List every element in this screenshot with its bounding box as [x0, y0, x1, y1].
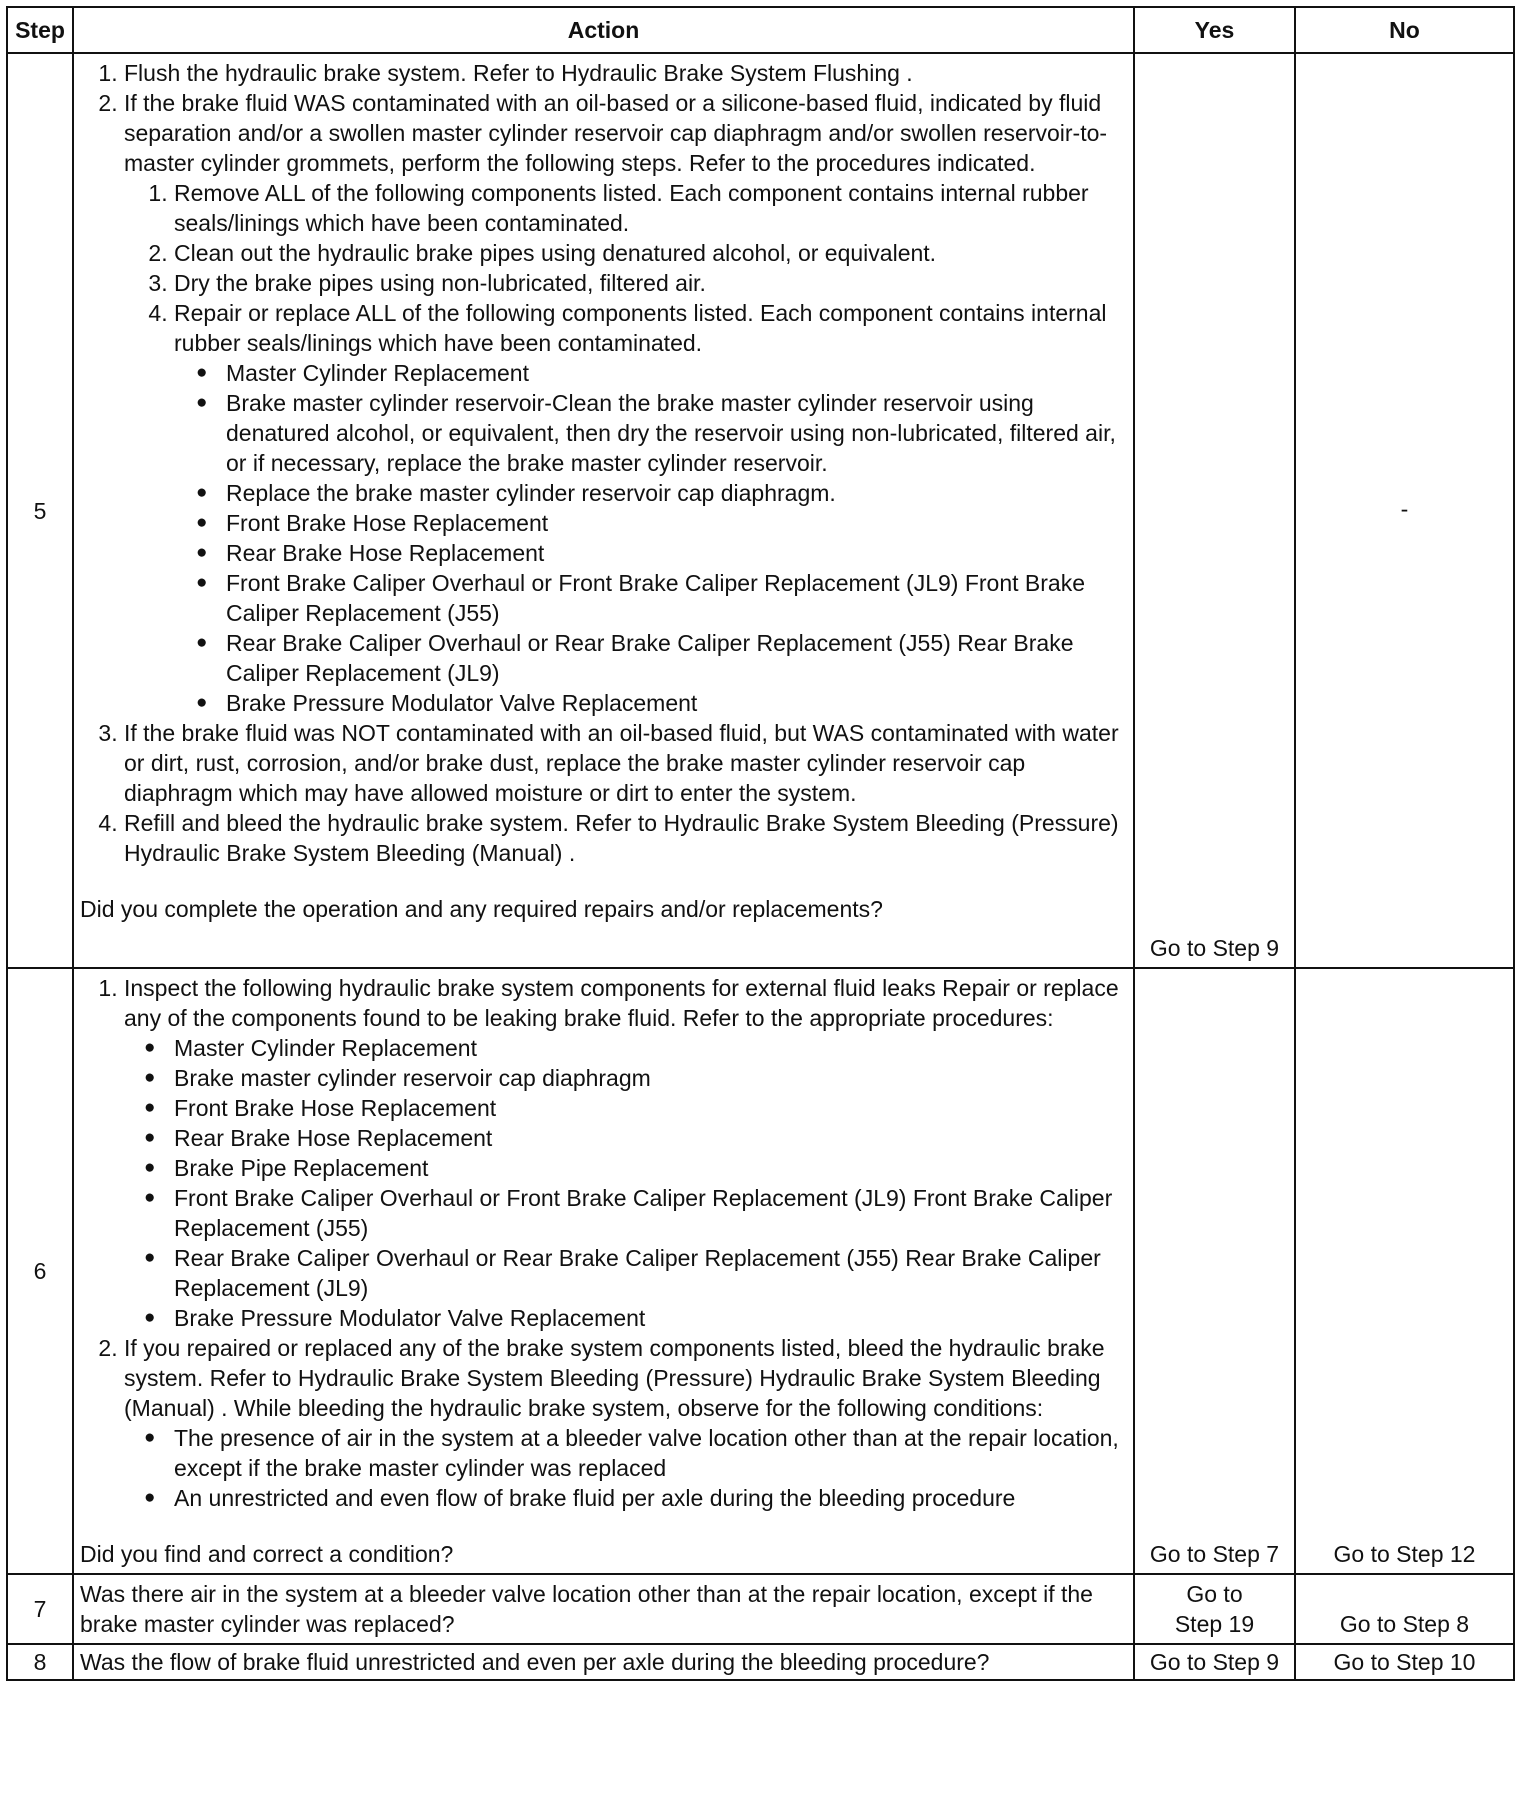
- table-row-step-5: [7, 53, 1514, 968]
- sub-list-item: [174, 298, 1129, 718]
- bullet-item: ● Brake Pressure Modulator Valve Replacement: [174, 1303, 1129, 1333]
- header-yes: Yes: [1134, 7, 1295, 53]
- bullet-item: ● Replace the brake master cylinder reservoir cap diaphragm.: [226, 478, 1129, 508]
- action-cell: [73, 968, 1134, 1574]
- header-action: Action: [73, 7, 1134, 53]
- action-cell: [73, 53, 1134, 968]
- sub-list-item: 3. Dry the brake pipes using non-lubricated, filtered air.: [174, 268, 1129, 298]
- list-item: 4. Refill and bleed the hydraulic brake system. Refer to Hydraulic Brake System Bleeding (Pressure) Hydraulic Brake System Bleeding (Manual) .: [124, 808, 1129, 868]
- diagnostic-table: [6, 6, 1515, 1681]
- list-item: [124, 88, 1129, 718]
- yes-cell: Go to Step 19: [1134, 1574, 1295, 1644]
- bullet-item: ● Master Cylinder Replacement: [174, 1033, 1129, 1063]
- question-text: Was there air in the system at a bleeder valve location other than at the repair location, except if the brake master cylinder was replaced?: [73, 1574, 1134, 1644]
- sub-list-item: 1. Remove ALL of the following components listed. Each component contains internal rubber seals/linings which have been contaminated.: [174, 178, 1129, 238]
- list-item: [124, 1333, 1129, 1513]
- bullet-item: ● An unrestricted and even flow of brake fluid per axle during the bleeding procedure: [174, 1483, 1129, 1513]
- bullet-item: ● Front Brake Hose Replacement: [226, 508, 1129, 538]
- action-list: [80, 58, 1129, 868]
- step-number: 6: [7, 968, 73, 1574]
- bullet-item: ● Rear Brake Caliper Overhaul or Rear Brake Caliper Replacement (J55) Rear Brake Caliper Replacement (JL9): [226, 628, 1129, 688]
- no-cell: Go to Step 10: [1295, 1644, 1514, 1680]
- step-number: 7: [7, 1574, 73, 1644]
- table-row-step-7: [7, 1574, 1514, 1644]
- step-number: 8: [7, 1644, 73, 1680]
- bullet-item: ● Brake Pressure Modulator Valve Replacement: [226, 688, 1129, 718]
- bullet-item: ● Front Brake Caliper Overhaul or Front Brake Caliper Replacement (JL9) Front Brake Caliper Replacement (J55): [174, 1183, 1129, 1243]
- yes-cell: Go to Step 7: [1134, 968, 1295, 1574]
- no-cell: Go to Step 12: [1295, 968, 1514, 1574]
- sub-list-item: 2. Clean out the hydraulic brake pipes using denatured alcohol, or equivalent.: [174, 238, 1129, 268]
- question-text: Did you find and correct a condition?: [80, 1541, 454, 1567]
- step-number: 5: [7, 53, 73, 968]
- table-row-step-6: [7, 968, 1514, 1574]
- bullet-list: [174, 358, 1129, 718]
- bullet-list: [124, 1423, 1129, 1513]
- bullet-item: ● Brake Pipe Replacement: [174, 1153, 1129, 1183]
- bullet-item: ● Master Cylinder Replacement: [226, 358, 1129, 388]
- list-item: [124, 973, 1129, 1333]
- action-list: [80, 973, 1129, 1513]
- question-text: Was the flow of brake fluid unrestricted and even per axle during the bleeding procedure?: [73, 1644, 1134, 1680]
- list-item-text: 2. If the brake fluid WAS contaminated with an oil-based or a silicone-based fluid, indicated by fluid separation and/or a swollen master cylinder reservoir cap diaphragm and/or swollen reservoir-to-master cylinder grommets, perform the following steps. Refer to the procedures indicated.: [124, 90, 1108, 176]
- yes-cell: Go to Step 9: [1134, 53, 1295, 968]
- bullet-item: ● The presence of air in the system at a bleeder valve location other than at the repair location, except if the brake master cylinder was replaced: [174, 1423, 1129, 1483]
- bullet-item: ● Front Brake Hose Replacement: [174, 1093, 1129, 1123]
- sub-list: [124, 178, 1129, 718]
- header-row: [7, 7, 1514, 53]
- no-cell: Go to Step 8: [1295, 1574, 1514, 1644]
- bullet-item: ● Rear Brake Hose Replacement: [174, 1123, 1129, 1153]
- bullet-item: ● Brake master cylinder reservoir-Clean the brake master cylinder reservoir using denatured alcohol, or equivalent, then dry the reservoir using non-lubricated, filtered air, or if necessary, replace the brake master cylinder reservoir.: [226, 388, 1129, 478]
- bullet-list: [124, 1033, 1129, 1333]
- no-cell: -: [1295, 53, 1514, 968]
- bullet-item: ● Rear Brake Caliper Overhaul or Rear Brake Caliper Replacement (J55) Rear Brake Caliper Replacement (JL9): [174, 1243, 1129, 1303]
- list-item-text: 2. If you repaired or replaced any of the brake system components listed, bleed the hydraulic brake system. Refer to Hydraulic Brake System Bleeding (Pressure) Hydraulic Brake System Bleeding (Manual) . While bleeding the hydraulic brake system, observe for the following conditions:: [124, 1335, 1105, 1421]
- header-no: No: [1295, 7, 1514, 53]
- question-text: Did you complete the operation and any required repairs and/or replacements?: [80, 896, 883, 922]
- header-step: Step: [7, 7, 73, 53]
- list-item-text: 1. Inspect the following hydraulic brake system components for external fluid leaks Repair or replace any of the components found to be leaking brake fluid. Refer to the appropriate procedures:: [124, 975, 1119, 1031]
- bullet-item: ● Rear Brake Hose Replacement: [226, 538, 1129, 568]
- sub-list-item-text: 4. Repair or replace ALL of the following components listed. Each component contains internal rubber seals/linings which have been contaminated.: [174, 300, 1107, 356]
- yes-cell: Go to Step 9: [1134, 1644, 1295, 1680]
- bullet-item: ● Front Brake Caliper Overhaul or Front Brake Caliper Replacement (JL9) Front Brake Caliper Replacement (J55): [226, 568, 1129, 628]
- table-row-step-8: [7, 1644, 1514, 1680]
- bullet-item: ● Brake master cylinder reservoir cap diaphragm: [174, 1063, 1129, 1093]
- list-item: 3. If the brake fluid was NOT contaminated with an oil-based fluid, but WAS contaminated with water or dirt, rust, corrosion, and/or brake dust, replace the brake master cylinder reservoir cap diaphragm which may have allowed moisture or dirt to enter the system.: [124, 718, 1129, 808]
- list-item: 1. Flush the hydraulic brake system. Refer to Hydraulic Brake System Flushing .: [124, 58, 1129, 88]
